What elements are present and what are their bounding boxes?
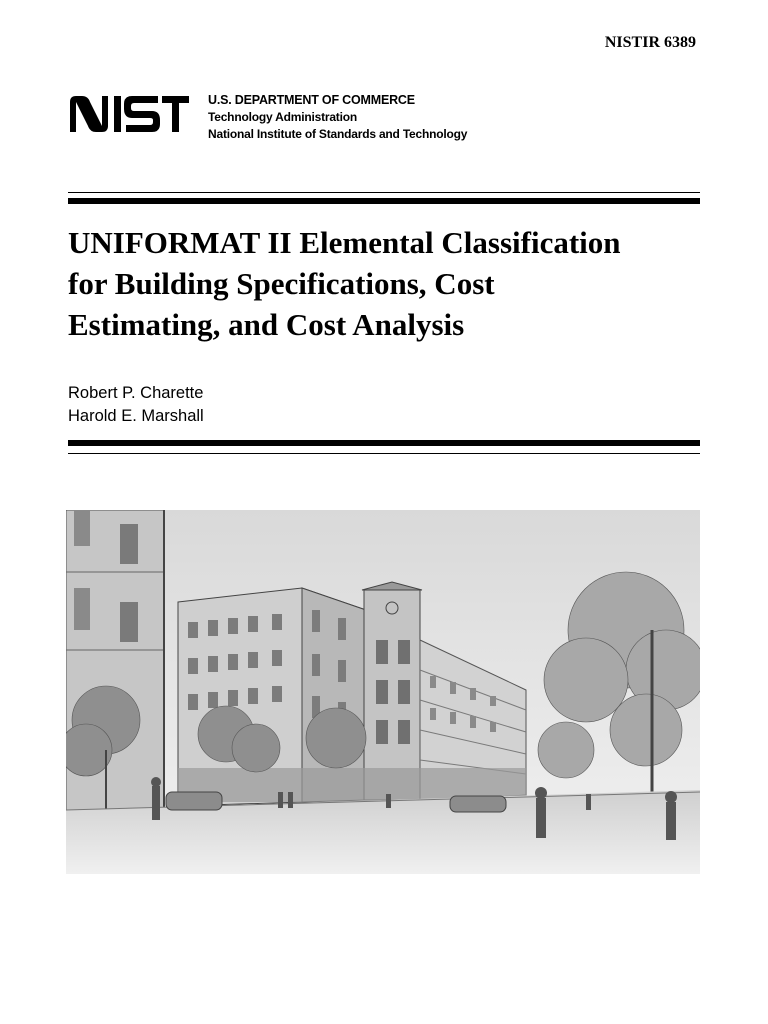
- building-illustration: [66, 510, 700, 874]
- title-line-3: Estimating, and Cost Analysis: [68, 307, 465, 342]
- top-rule-thin: [68, 192, 700, 193]
- title-line-2: for Building Specifications, Cost: [68, 266, 495, 301]
- report-number: NISTIR 6389: [604, 34, 696, 51]
- title-line-1: UNIFORMAT II Elemental Classification: [68, 225, 621, 260]
- agency-administration: Technology Administration: [208, 110, 358, 124]
- bottom-rule-thick: [68, 440, 700, 446]
- agency-department: U.S. DEPARTMENT OF COMMERCE: [208, 93, 415, 107]
- building-sketch: [66, 510, 700, 874]
- bottom-rule-thin: [68, 453, 700, 454]
- author-1: Robert P. Charette: [68, 384, 204, 402]
- top-rule-thick: [68, 198, 700, 204]
- nist-logo: [68, 94, 190, 134]
- agency-header: [68, 92, 467, 143]
- author-2: Harold E. Marshall: [68, 407, 204, 425]
- agency-institute: National Institute of Standards and Technology: [208, 127, 468, 141]
- author-list: [68, 382, 204, 428]
- document-title: [68, 222, 708, 345]
